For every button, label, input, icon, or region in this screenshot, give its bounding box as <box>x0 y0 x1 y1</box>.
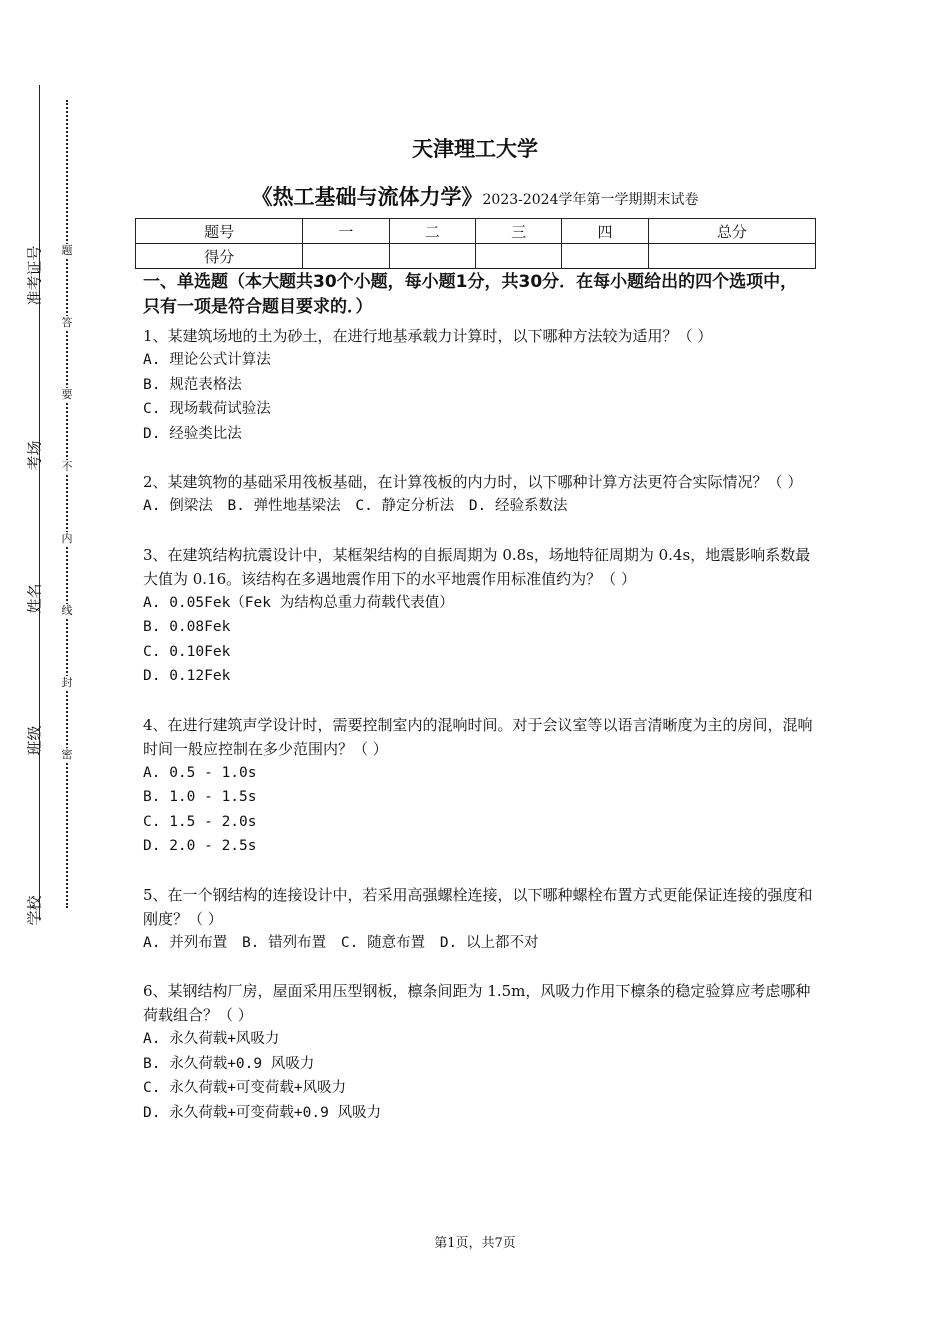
page-number: 第1页，共7页 <box>434 1236 516 1251</box>
option: C. 1.5 - 2.0s <box>143 813 257 830</box>
option: D. 以上都不对 <box>439 934 539 951</box>
option: A. 0.05Fek（Fek 为结构总重力荷载代表值） <box>143 594 454 611</box>
option: B. 规范表格法 <box>143 376 242 393</box>
option: A. 0.5 - 1.0s <box>143 764 257 781</box>
class-label: 班级 <box>25 725 44 756</box>
option: D. 经验类比法 <box>143 425 242 442</box>
option: D. 永久荷载+可变荷载+0.9 风吸力 <box>143 1104 382 1121</box>
exam-room-label: 考场 <box>25 440 44 471</box>
option: D. 2.0 - 2.5s <box>143 838 257 854</box>
option: A. 永久荷载+风吸力 <box>143 1031 280 1047</box>
question-stem: 4、在进行建筑声学设计时，需要控制室内的混响时间。对于会议室等以语言清晰度为主的房间，混响时间一般应控制在多少范围内？（ ） <box>143 715 813 758</box>
question-stem: 5、在一个钢结构的连接设计中，若采用高强螺栓连接，以下哪种螺栓布置方式更能保证连接的强度和刚度？（ ） <box>143 885 813 928</box>
option-row <box>143 494 813 519</box>
score-cell: 二 <box>389 219 475 244</box>
score-cell: 四 <box>562 219 648 244</box>
score-cell: 一 <box>303 219 389 244</box>
question-4 <box>143 713 813 859</box>
seal-char: 题 <box>58 244 76 258</box>
option: B. 1.0 - 1.5s <box>143 789 257 805</box>
question-stem: 2、某建筑物的基础采用筏板基础，在计算筏板的内力时，以下哪种计算方法更符合实际情况？（ ） <box>143 473 803 491</box>
exam-subtitle <box>0 181 950 211</box>
score-cell: 三 <box>475 219 561 244</box>
seal-char: 要 <box>58 388 76 402</box>
option: A. 倒梁法 <box>143 498 213 514</box>
score-entry <box>303 244 389 269</box>
score-entry <box>389 244 475 269</box>
option: C. 现场载荷试验法 <box>143 401 271 417</box>
question-6 <box>143 979 813 1125</box>
score-cell: 得分 <box>136 244 303 269</box>
seal-dotted-line <box>66 100 68 908</box>
score-cell: 总分 <box>648 219 815 244</box>
score-table <box>135 218 816 269</box>
question-2 <box>143 470 813 519</box>
score-entry <box>562 244 648 269</box>
exam-content <box>143 270 813 1149</box>
section-heading: 一、单选题（本大题共30个小题，每小题1分，共30分．在每小题给出的四个选项中，只有一项是符合题目要求的．） <box>143 272 798 317</box>
option-row <box>143 931 813 956</box>
score-entry <box>475 244 561 269</box>
seal-char: 封 <box>58 676 76 690</box>
course-name: 《热工基础与流体力学》 <box>251 185 483 209</box>
school-label: 学校 <box>25 895 44 926</box>
score-cell: 题号 <box>136 219 303 244</box>
option: D. 经验系数法 <box>468 498 568 514</box>
option: A. 并列布置 <box>143 934 228 951</box>
exam-number-label: 准考证号 <box>25 245 44 306</box>
option: D. 0.12Fek <box>143 668 231 684</box>
university-title: 天津理工大学 <box>412 137 538 161</box>
name-label: 姓名 <box>25 583 44 614</box>
score-entry <box>648 244 815 269</box>
question-stem: 3、在建筑结构抗震设计中，某框架结构的自振周期为 0.8s，场地特征周期为 0.4s，地震影响系数最大值为 0.16。该结构在多遇地震作用下的水平地震作用标准值约为？（ ） <box>143 545 811 588</box>
option: B. 错列布置 <box>241 934 327 951</box>
option: B. 永久荷载+0.9 风吸力 <box>143 1055 315 1072</box>
seal-char: 内 <box>58 532 76 546</box>
option: C. 永久荷载+可变荷载+风吸力 <box>143 1080 347 1096</box>
score-table-header-row <box>136 219 816 244</box>
option: A. 理论公式计算法 <box>143 352 271 368</box>
option: C. 0.10Fek <box>143 643 231 660</box>
option: B. 0.08Fek <box>143 619 231 635</box>
exam-term: 2023-2024学年第一学期期末试卷 <box>482 192 699 208</box>
seal-char: 答 <box>58 316 76 330</box>
question-1 <box>143 324 813 446</box>
question-3 <box>143 543 813 689</box>
question-stem: 6、某钢结构厂房，屋面采用压型钢板，檩条间距为 1.5m，风吸力作用下檩条的稳定验算应考虑哪种荷载组合？（ ） <box>143 982 811 1024</box>
seal-char: 不 <box>58 460 76 474</box>
question-5 <box>143 883 813 956</box>
score-table-score-row <box>136 244 816 269</box>
seal-char: 线 <box>58 604 76 618</box>
question-stem: 1、某建筑场地的土为砂土，在进行地基承载力计算时，以下哪种方法较为适用？（ ） <box>143 327 713 345</box>
option: B. 弹性地基梁法 <box>227 498 341 514</box>
seal-char: 密 <box>58 748 76 762</box>
option: C. 静定分析法 <box>355 498 455 514</box>
option: C. 随意布置 <box>340 934 426 951</box>
